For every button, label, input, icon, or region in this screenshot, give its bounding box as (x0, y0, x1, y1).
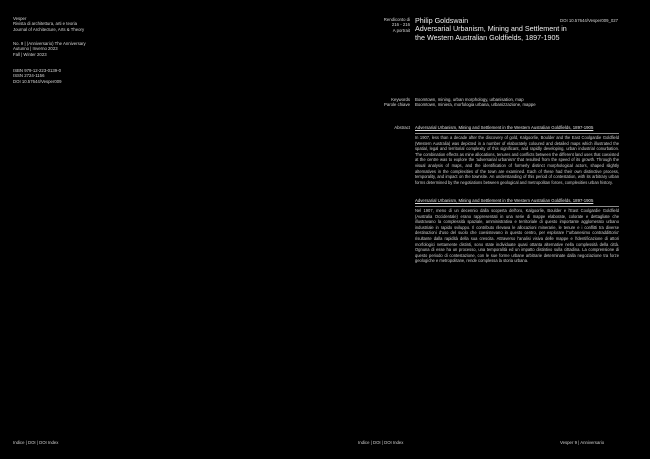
side-label-2: 216 - 216 (391, 22, 410, 28)
article-doi: DOI 10.57644/Vesper009_027 (560, 18, 619, 23)
side-label-1: Rendiconto di (383, 17, 410, 22)
abstract-title-en: Adversarial Urbanism, Mining and Settlement in the Western Australian Goldfields, 1897-1905 (415, 125, 594, 130)
journal-info (13, 16, 84, 32)
right-footer-right: Vesper 9 | Anniversario (560, 440, 605, 445)
abstract-body-en: In 1907, less than a decade after the discovery of gold, Kalgoorlie, Boulder and the East Coolgardie Goldfield (Western Australia) was depicted in a number of elaborately coloured and detailed maps which illustrated the spatial, legal and territorial complexity of this significant, and rapidly developing, urban industrial conurbation. The combination effects as mine allocations, tenures and conflicts between the different land uses that coexisted at the centre was to explore the 'adversarial urbanism' that resulted from the speed of its growth. Through the visual analysis of maps, and the identification of formerly distinct morphological actors, shaped slightly alternatives in the complexities of the town are examined. Each of these had their own distinctive process, temporality, and impact on the townsite. An understanding of this period of contestation, with its arbitrary urban forms determined by the negotiations between geological and metropolitan forces, complexities urban history. (415, 135, 619, 185)
article-title-line-2: the Western Australian Goldfields, 1897-1905 (415, 32, 560, 42)
issue-doi: DOI 10.57644/Vesper009 (13, 78, 62, 84)
journal-subtitle-it: Rivista di architettura, arti e teoria (13, 21, 78, 27)
abstract-label: Abstract (394, 125, 410, 130)
keywords-text: Boomtown, mining, urban morphology, urbanisation, map (415, 97, 524, 102)
left-footer: Indice | DOI | DOI Index (13, 440, 59, 445)
abstract-divider (415, 133, 619, 134)
issue-number: No. 9 | (Anniversario) The Anniversary (13, 41, 86, 46)
identifiers (13, 68, 62, 84)
journal-subtitle-en: Journal of Architecture, Arts & Theory (13, 26, 85, 32)
isbn: ISBN 979-12-223-0139-0 (13, 68, 62, 73)
parole-chiave-label: Parole chiave (383, 102, 410, 107)
parole-chiave-text: Boomtown, miniera, morfologia urbana, urbanizzazione, mappe (415, 102, 536, 107)
keywords-label: Keywords (391, 97, 410, 102)
abstract-divider-it (415, 206, 619, 207)
abstract-body-it: Nel 1907, meno di un decennio dalla scoperta dell'oro, Kalgoorlie, Boulder e l'East Coolgardie Goldfield (Australia Occidentale) erano rappresentati in una serie di mappe elaborate, colorate e dettagliate che illustravano la complessità spaziale, amministrativa e territoriale di questo importante agglomerato urbano industriale in rapido sviluppo. Il contributo rilevava le allocazioni minerarie, le tenure e i conflitti tra diverse destinazioni d'uso del suolo che coesistevano in questo centro, per esplorare l''urbanesimo contraddittorio' risultante dalla rapidità della sua crescita. Attraverso l'analisi visiva delle mappe e l'identificazione di attori morfologici nettamente distinti, sono state individuate quasi ottanta alternative nella complessità della città. Ognuna di esse ha un processo, una temporalità ed un impatto distintivo sulla cittadina. La comprensione di questo periodo di contestazione, con le sue forme urbane arbitrarie determinate dalla negoziazione tra forze geologiche e metropolitane, rende complessa la storia urbana. (415, 208, 619, 264)
side-labels (352, 17, 410, 33)
issue-info (13, 41, 86, 57)
right-footer-left: Indice | DOI | DOI Index (358, 440, 404, 445)
side-label-3: A portrait (392, 27, 410, 33)
right-page (325, 0, 650, 459)
issue-season-en: Fall | Winter 2023 (13, 51, 47, 57)
issue-season-it: Autunno | Inverno 2023 (13, 46, 58, 52)
issn: ISSN 2724-1156 (13, 73, 45, 79)
article-title-line-1: Adversarial Urbanism, Mining and Settlement in (415, 24, 567, 34)
abstract-title-it: Adversarial Urbanism, Mining and Settlement in the Western Australian Goldfields, 1897-1905 (415, 198, 594, 203)
author-name: Philip Goldswain (415, 16, 469, 25)
journal-name: Vesper (13, 16, 27, 21)
